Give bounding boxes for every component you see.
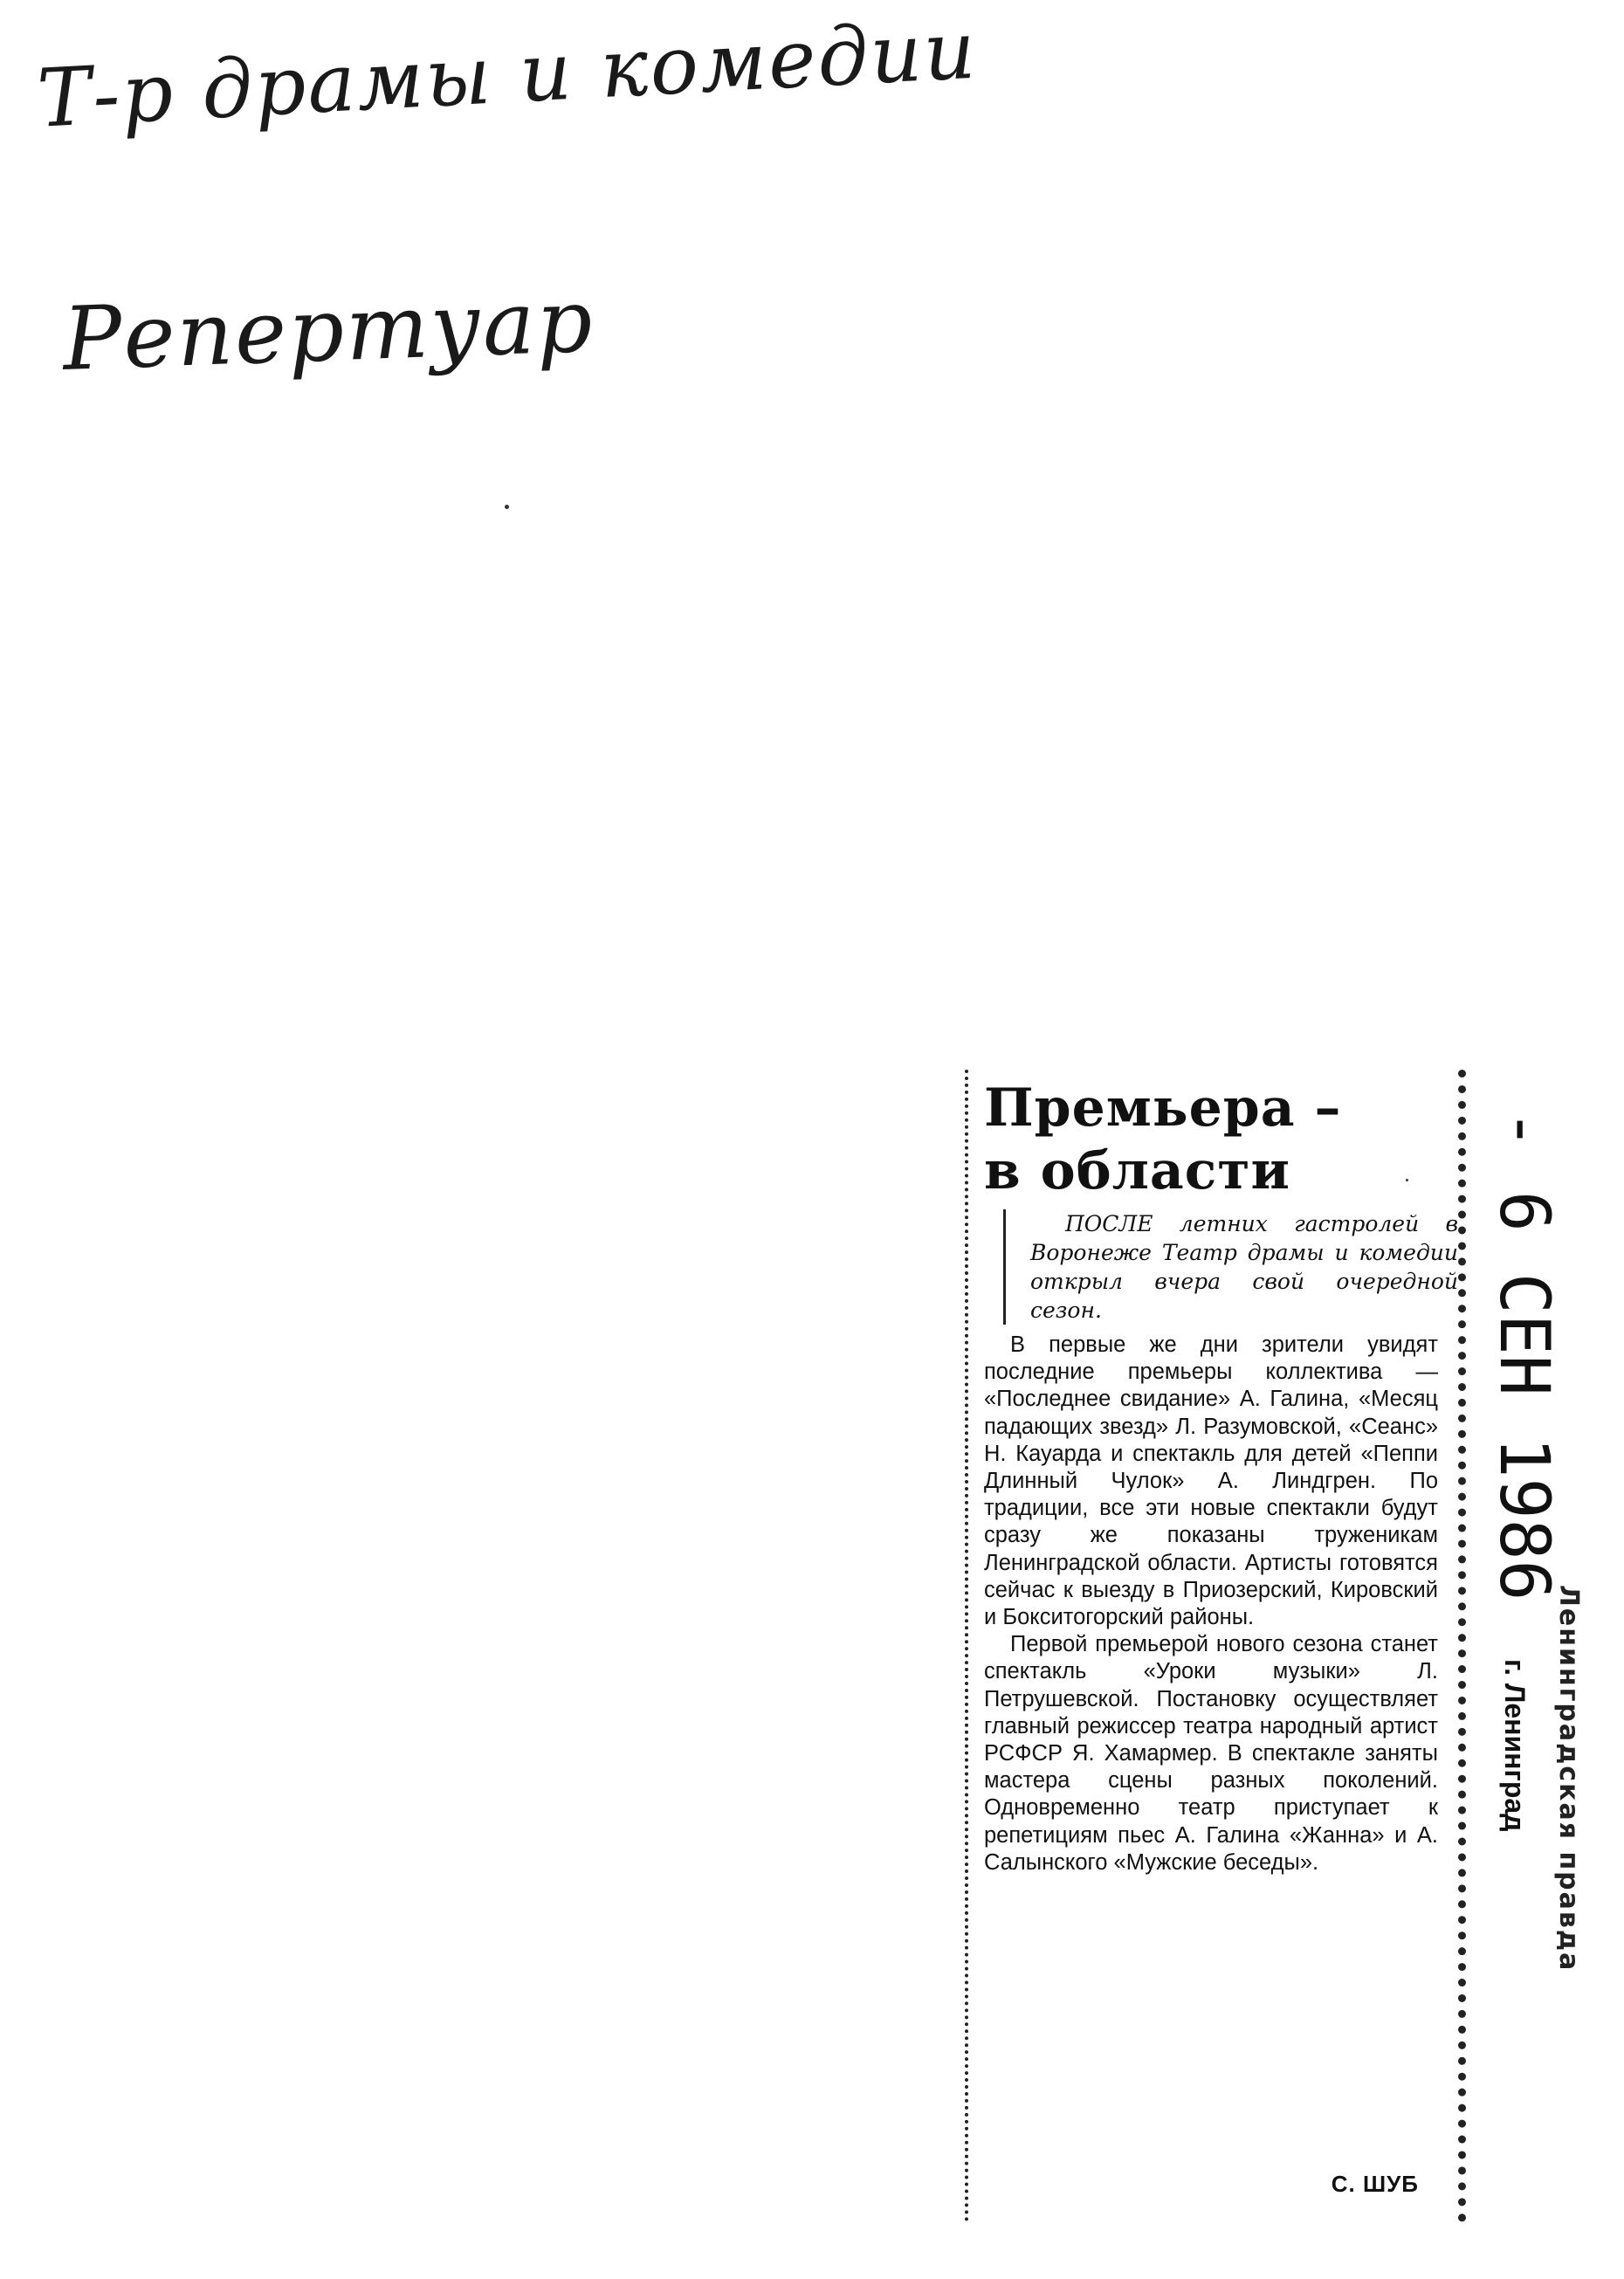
date-stamp [1484,1109,1563,1601]
newspaper-name-stamp [1544,1585,1593,2065]
date-stamp-text: - 6 СЕН 1986 [1484,1109,1563,1601]
speck [505,505,509,509]
article-signature: С. ШУБ [1331,2171,1419,2197]
headline-line-2: в области [984,1140,1291,1201]
article-paragraph-2: Первой премьерой нового сезона станет спектакль «Уроки музыки» Л. Петрушевской. Постановку осуществляет главный режиссер театра народный артист РСФСР Я. Хамармер. В спектакле заняты мастера сцены разных поколений. Одновременно театр приступает к репетициям пьес А. Галина «Жанна» и А. Салынского «Мужские беседы». [984,1632,1438,1875]
article-body [984,1332,1438,1876]
city-stamp-text: г. Ленинград [1499,1659,1531,1832]
newspaper-name-text: Ленинградская правда [1553,1585,1584,1973]
clipping-left-edge [965,1070,974,2222]
article-lead: ПОСЛЕ летних гастролей в Воронеже Театр драмы и комедии открыл вчера свой очередной сезон. [1003,1209,1458,1325]
city-stamp [1497,1659,1532,1973]
article-headline [984,1077,1438,1202]
article-paragraph-1: В первые же дни зрители увидят последние премьеры коллектива — «Последнее свидание» А. Галина, «Месяц падающих звезд» Л. Разумовской, «Сеанс» Н. Кауарда и спектакль для детей «Пеппи Длинный Чулок» А. Линдгрен. По традиции, все эти новые спектакли будут сразу же показаны труженикам Ленинградской области. Артисты готовятся сейчас к выезду в Приозерский, Кировский и Бокситогорский районы. [984,1332,1438,1630]
headline-line-1: Премьера – [984,1078,1342,1139]
handwritten-theatre-name: Т-р драмы и комедии [35,3,980,146]
newspaper-clipping [965,1070,1458,2222]
handwritten-repertoire-note: Репертуар [61,269,596,390]
